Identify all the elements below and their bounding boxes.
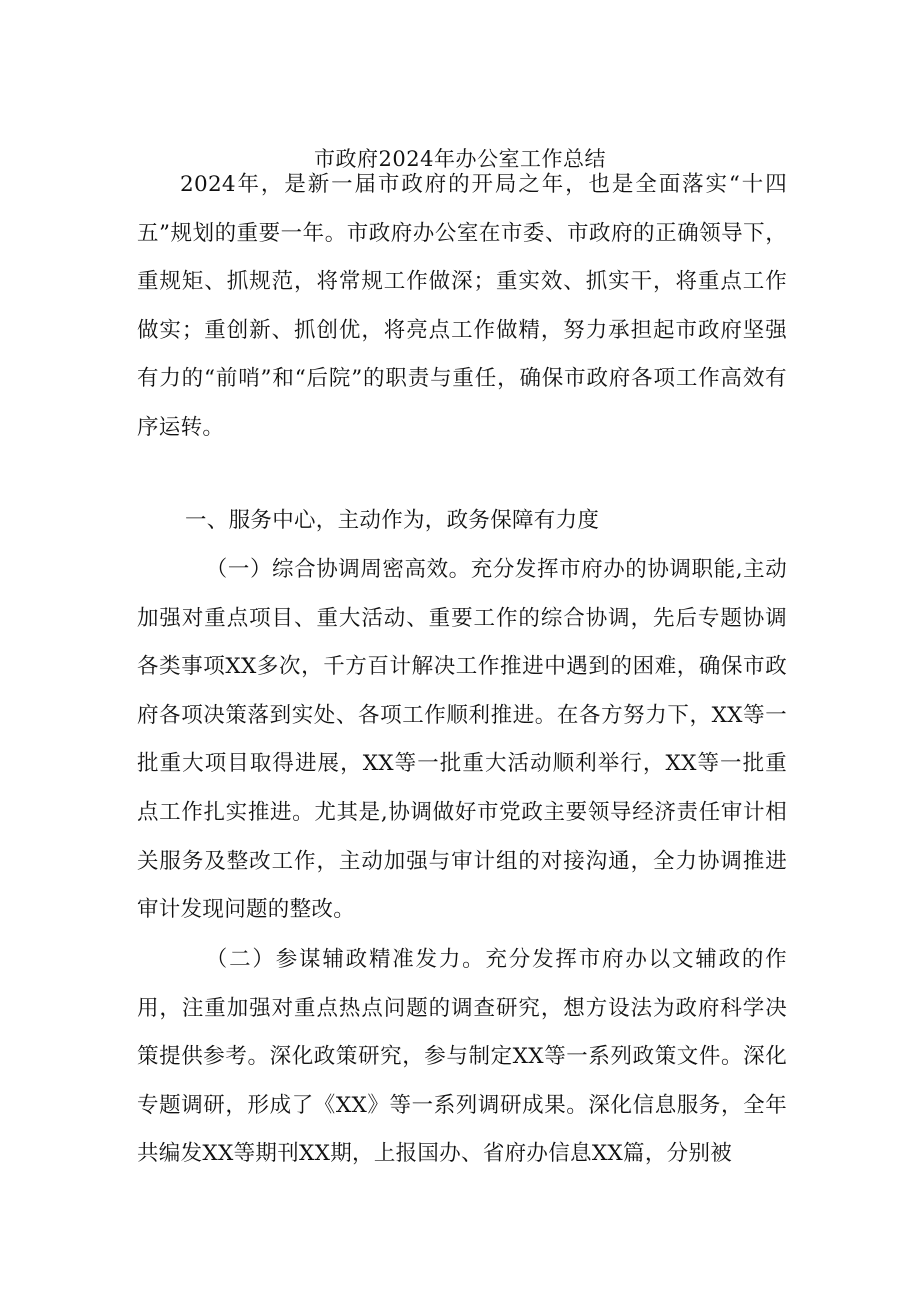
subsection-2-paragraph: （二）参谋辅政精准发力。充分发挥市府办以文辅政的作用，注重加强对重点热点问题的调查研究，想方设法为政府科学决策提供参考。深化政策研究，参与制定XX等一系列政策文件。深化专题调研，形成了《XX》等一系列调研成果。深化信息服务，全年共编发XX等期刊XX期，上报国办、省府办信息XX篇，分别被 [137, 947, 787, 1167]
intro-paragraph: 2024年，是新一届市政府的开局之年，也是全面落实“十四五”规划的重要一年。市政府办公室在市委、市政府的正确领导下，重规矩、抓规范，将常规工作做深；重实效、抓实干，将重点工作做实；重创新、抓创优，将亮点工作做精，努力承担起市政府坚强有力的“前哨”和“后院”的职责与重任，确保市政府各项工作高效有序运转。 [137, 172, 787, 440]
subsection-1-paragraph: （一）综合协调周密高效。充分发挥市府办的协调职能,主动加强对重点项目、重大活动、重要工作的综合协调，先后专题协调各类事项XX多次，千方百计解决工作推进中遇到的困难，确保市政府各项决策落到实处、各项工作顺利推进。在各方努力下，XX等一批重大项目取得进展，XX等一批重大活动顺利举行，XX等一批重点工作扎实推进。尤其是,协调做好市党政主要领导经济责任审计相关服务及整改工作，主动加强与审计组的对接沟通，全力协调推进审计发现问题的整改。 [137, 557, 787, 923]
document-title: 市政府2024年办公室工作总结 [314, 147, 606, 171]
section-1-heading: 一、服务中心，主动作为，政务保障有力度 [185, 508, 600, 533]
